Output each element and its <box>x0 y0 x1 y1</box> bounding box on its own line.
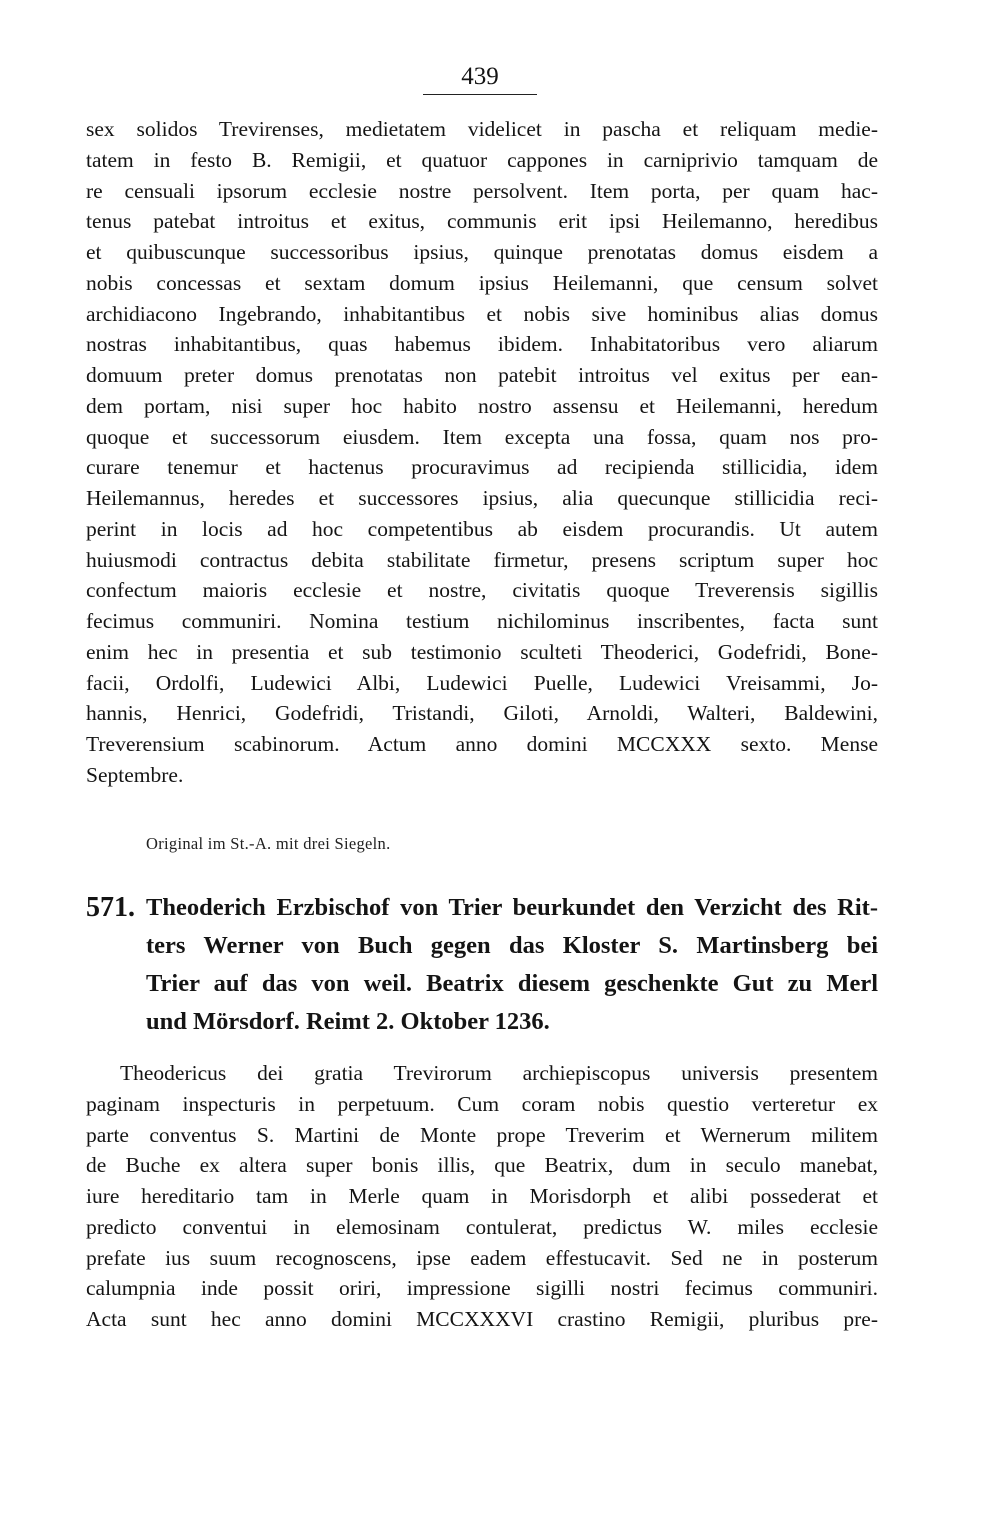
document-number: 571. <box>86 892 135 923</box>
text-line: et quibuscunque successoribus ipsius, quinque prenotatas domus eisdem a <box>86 240 878 264</box>
text-line: predicto conventui in elemosinam contulerat, predictus W. miles ecclesie <box>86 1214 878 1239</box>
text-line: re censuali ipsorum ecclesie nostre persolvent. Item porta, per quam hac- <box>86 178 878 203</box>
text-line: tatem in festo B. Remigii, et quatuor cappones in carniprivio tamquam de <box>86 147 878 172</box>
heading-line: ters Werner von Buch gegen das Kloster S. Martinsberg bei <box>146 932 878 959</box>
page-number-rule <box>423 94 537 95</box>
heading-line: Trier auf das von weil. Beatrix diesem geschenkte Gut zu Merl <box>146 970 878 997</box>
text-line: huiusmodi contractus debita stabilitate firmetur, presens scriptum super hoc <box>86 547 878 572</box>
text-line: Acta sunt hec anno domini MCCXXXVI crastino Remigii, pluribus pre- <box>86 1307 878 1331</box>
text-line: iure hereditario tam in Merle quam in Morisdorph et alibi possederat et <box>86 1184 878 1208</box>
text-line: Theodericus dei gratia Trevirorum archiepiscopus universis presentem <box>120 1061 878 1085</box>
source-note: Original im St.-A. mit drei Siegeln. <box>146 834 391 853</box>
text-line: Septembre. <box>86 762 184 787</box>
heading-line: und Mörsdorf. Reimt 2. Oktober 1236. <box>146 1008 550 1035</box>
document-body <box>86 1058 878 1335</box>
page-number: 439 <box>461 63 499 90</box>
text-line: domuum preter domus prenotatas non patebit introitus vel exitus per ean- <box>86 363 878 387</box>
heading-line: Theoderich Erzbischof von Trier beurkundet den Verzicht des Rit- <box>146 894 878 921</box>
text-line: archidiacono Ingebrando, inhabitantibus et nobis sive hominibus alias domus <box>86 301 878 326</box>
text-line: nostras inhabitantibus, quas habemus ibidem. Inhabitatoribus vero aliarum <box>86 332 878 357</box>
text-line: Heilemannus, heredes et successores ipsius, alia quecunque stillicidia reci- <box>86 486 878 510</box>
text-line: prefate ius suum recognoscens, ipse eadem effestucavit. Sed ne in posterum <box>86 1245 878 1270</box>
text-line: tenus patebat introitus et exitus, communis erit ipsi Heilemanno, heredibus <box>86 209 878 234</box>
text-line: parte conventus S. Martini de Monte prope Treverim et Wernerum militem <box>86 1122 878 1147</box>
text-line: de Buche ex altera super bonis illis, que Beatrix, dum in seculo manebat, <box>86 1153 878 1178</box>
document-heading <box>146 888 878 1040</box>
text-line: Treverensium scabinorum. Actum anno domini MCCXXX sexto. Mense <box>86 732 878 756</box>
text-line: perint in locis ad hoc competentibus ab eisdem procurandis. Ut autem <box>86 516 878 541</box>
text-line: facii, Ordolfi, Ludewici Albi, Ludewici Puelle, Ludewici Vreisammi, Jo- <box>86 670 878 695</box>
upper-text-block <box>86 114 878 791</box>
text-line: enim hec in presentia et sub testimonio sculteti Theoderici, Godefridi, Bone- <box>86 639 878 664</box>
text-line: calumpnia inde possit oriri, impressione sigilli nostri fecimus communiri. <box>86 1276 878 1301</box>
text-line: fecimus communiri. Nomina testium nichilominus inscribentes, facta sunt <box>86 609 878 633</box>
text-line: quoque et successorum eiusdem. Item excepta una fossa, quam nos pro- <box>86 424 878 449</box>
text-line: nobis concessas et sextam domum ipsius Heilemanni, que censum solvet <box>86 270 878 295</box>
text-line: curare tenemur et hactenus procuravimus ad recipienda stillicidia, idem <box>86 455 878 480</box>
text-line: dem portam, nisi super hoc habito nostro assensu et Heilemanni, heredum <box>86 393 878 418</box>
text-line: paginam inspecturis in perpetuum. Cum coram nobis questio verteretur ex <box>86 1091 878 1116</box>
text-line: confectum maioris ecclesie et nostre, civitatis quoque Treverensis sigillis <box>86 578 878 603</box>
text-line: sex solidos Trevirenses, medietatem videlicet in pascha et reliquam medie- <box>86 117 878 141</box>
text-line: hannis, Henrici, Godefridi, Tristandi, Giloti, Arnoldi, Walteri, Baldewini, <box>86 701 878 726</box>
